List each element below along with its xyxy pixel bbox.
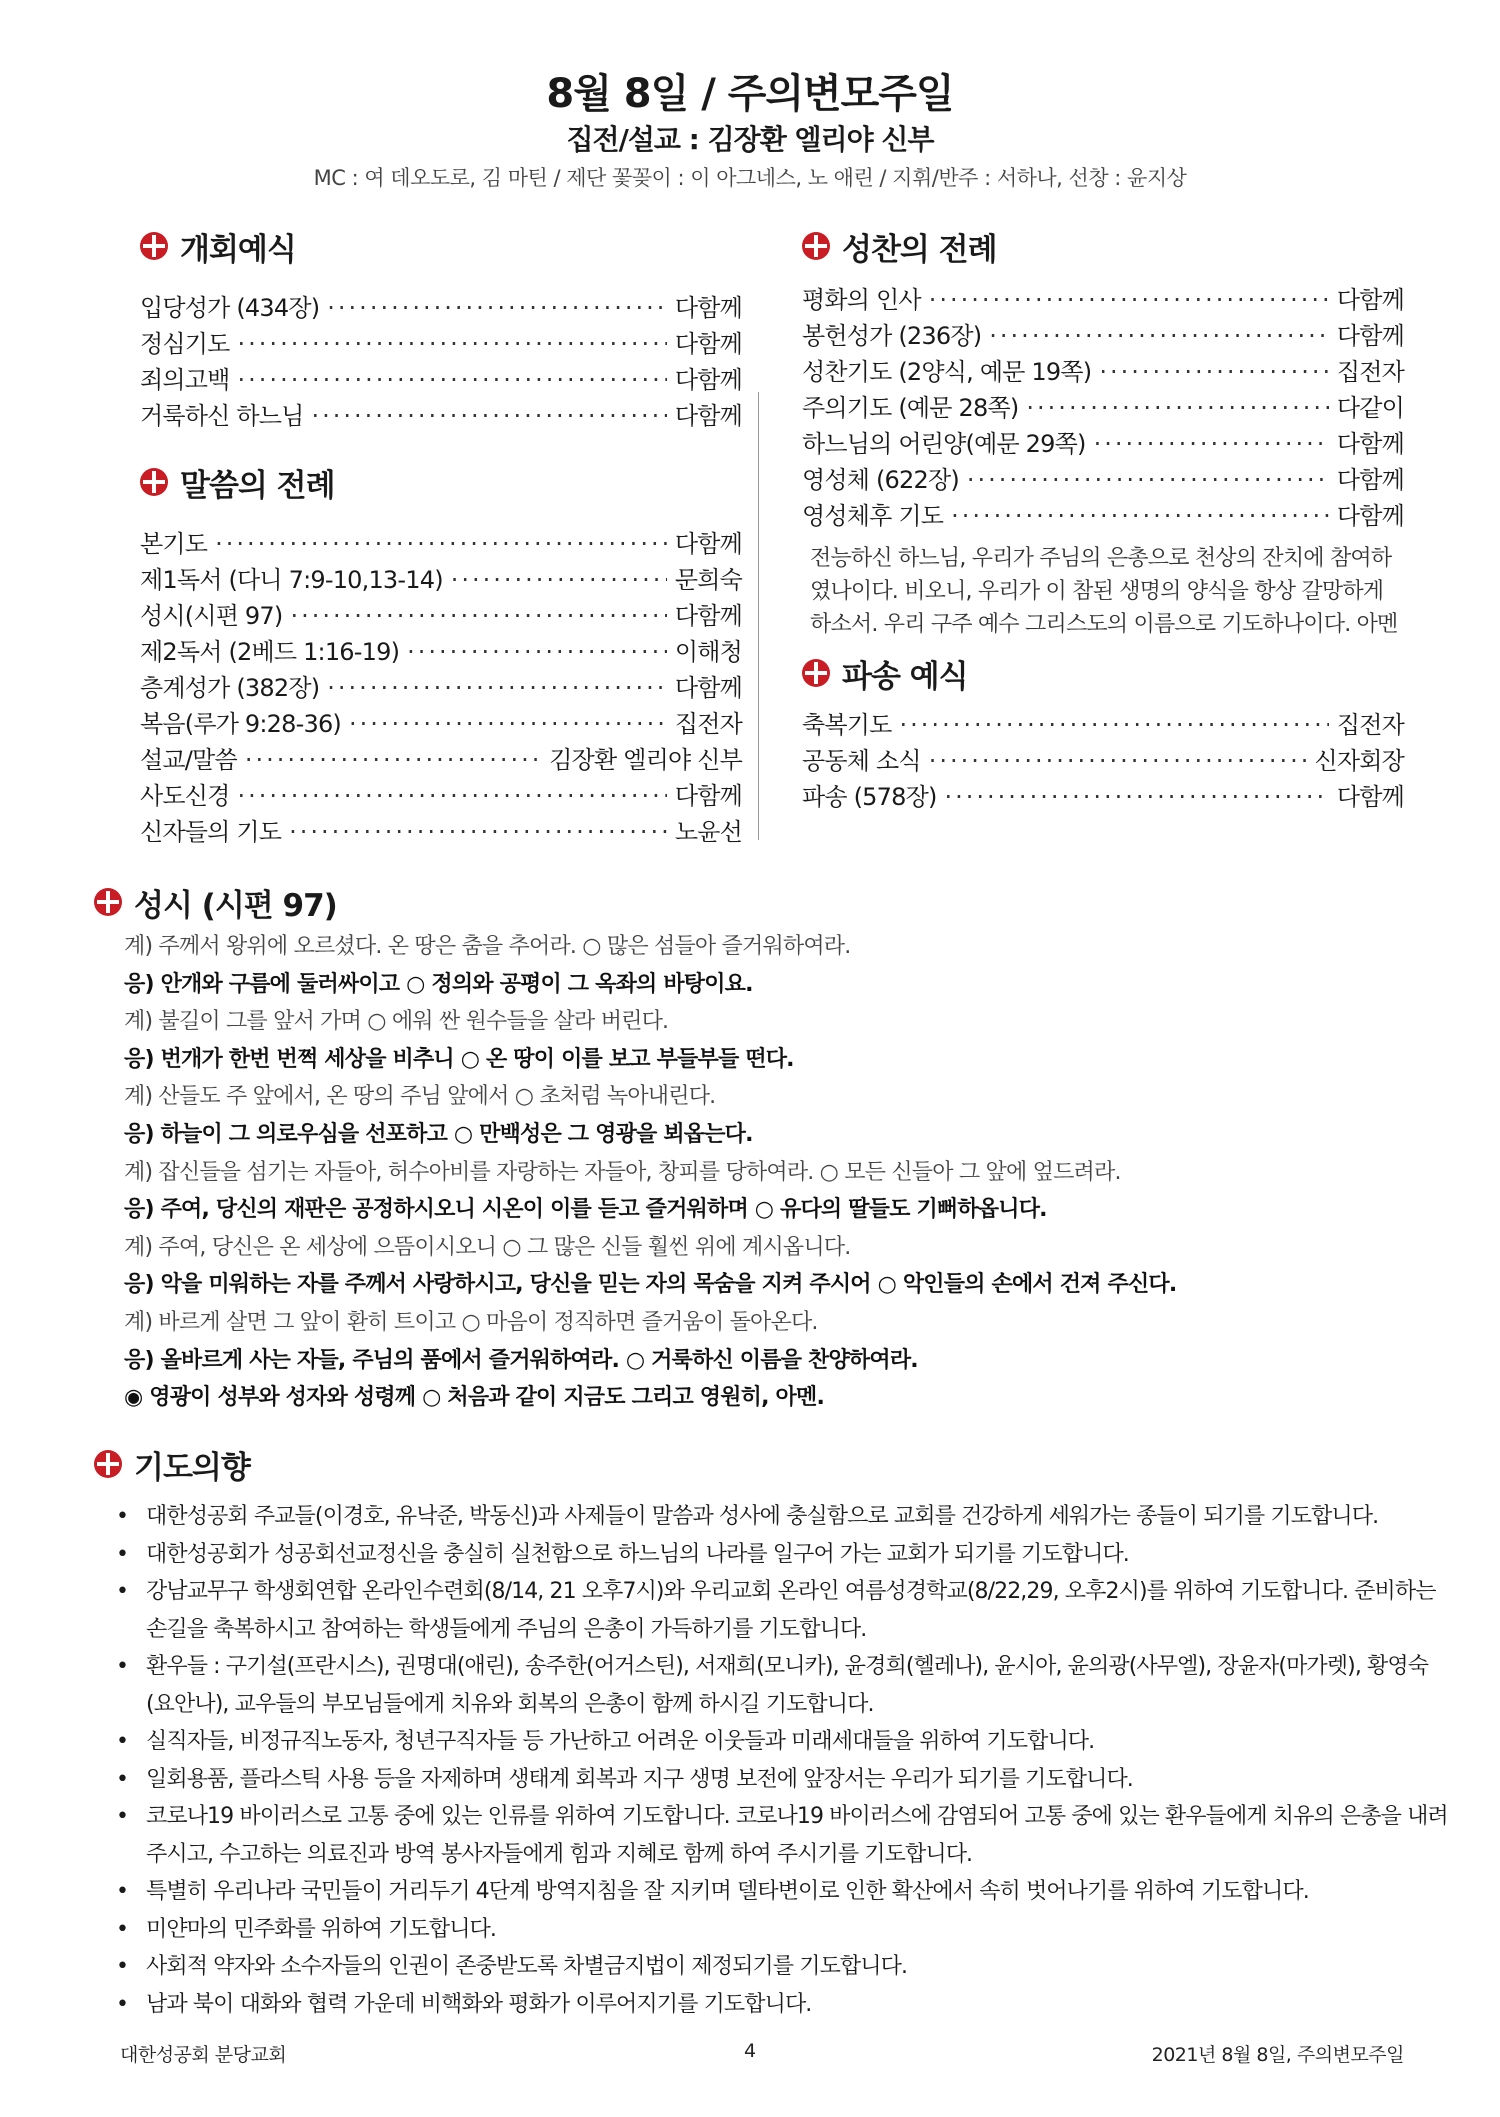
list-item: • 대한성공회 주교들(이경호, 유낙준, 박동신)과 사제들이 말씀과 성사에 충실함으로 교회를 건강하게 세워가는 종들이 되기를 기도합니다. xyxy=(94,1498,1454,1536)
psalm-verse: 계) 주여, 당신은 온 세상에 으뜸이시오니 ○ 그 많은 신들 훨씬 위에 계시옵니다. xyxy=(124,1234,851,1260)
psalm-verse: 계) 산들도 주 앞에서, 온 땅의 주님 앞에서 ○ 초처럼 녹아내린다. xyxy=(124,1084,716,1110)
cross-icon xyxy=(94,888,122,916)
list-item: • 대한성공회가 성공회선교정신을 충실히 실천함으로 하느님의 나라를 일구어 가는 교회가 되기를 기도합니다. xyxy=(94,1536,1454,1574)
prayer-intentions-section xyxy=(94,1438,1454,2023)
section-heading-word: 말씀의 전례 xyxy=(140,456,742,508)
list-item: • 특별히 우리나라 국민들이 거리두기 4단계 방역지침을 잘 지키며 델타변이로 인한 확산에서 속히 벗어나기를 위하여 기도합니다. xyxy=(94,1873,1454,1911)
list-item: • 사회적 약자와 소수자들의 인권이 존중받도록 차별금지법이 제정되기를 기도합니다. xyxy=(94,1948,1454,1986)
order-item: 설교/말씀 ····· 김장환 엘리야 신부 xyxy=(140,742,742,778)
right-column xyxy=(802,220,1404,815)
psalm-response: 응) 올바르게 사는 자들, 주님의 품에서 즐거워하여라. ○ 거룩하신 이름을 찬양하여라. xyxy=(124,1347,918,1373)
order-item: 복음(루가 9:28-36) ····· 집전자 xyxy=(140,706,742,742)
order-item: 영성체후 기도 ····· 다함께 xyxy=(802,498,1404,534)
psalm-section xyxy=(94,876,1434,1417)
order-item: 정심기도 ····· 다함께 xyxy=(140,326,742,362)
left-column xyxy=(140,220,742,850)
psalm-response: 응) 주여, 당신의 재판은 공정하시오니 시온이 이를 듣고 즐거워하며 ○ 유다의 딸들도 기뻐하옵니다. xyxy=(124,1197,1047,1223)
order-item: 사도신경 ····· 다함께 xyxy=(140,778,742,814)
psalm-response: 응) 번개가 한번 번쩍 세상을 비추니 ○ 온 땅이 이를 보고 부들부들 떤다. xyxy=(124,1046,794,1072)
psalm-response: 응) 악을 미워하는 자를 주께서 사랑하시고, 당신을 믿는 자의 목숨을 지켜 주시어 ○ 악인들의 손에서 건져 주신다. xyxy=(124,1272,1177,1298)
order-item: 하느님의 어린양(예문 29쪽) ····· 다함께 xyxy=(802,426,1404,462)
order-item: 거룩하신 하느님 ····· 다함께 xyxy=(140,398,742,434)
cross-icon xyxy=(140,468,168,496)
order-item: 축복기도 ····· 집전자 xyxy=(802,707,1404,743)
psalm-verse: 계) 잡신들을 섬기는 자들아, 허수아비를 자랑하는 자들아, 창피를 당하여라. ○ 모든 신들아 그 앞에 엎드려라. xyxy=(124,1159,1121,1185)
psalm-response: 응) 하늘이 그 의로우심을 선포하고 ○ 만백성은 그 영광을 뵈옵는다. xyxy=(124,1121,753,1147)
order-item: 성찬기도 (2양식, 예문 19쪽) ····· 집전자 xyxy=(802,354,1404,390)
celebrant-line: 집전/설교 : 김장환 엘리야 신부 xyxy=(566,123,934,156)
order-item: 본기도 ····· 다함께 xyxy=(140,526,742,562)
order-item: 봉헌성가 (236장) ····· 다함께 xyxy=(802,318,1404,354)
section-heading-psalm: 성시 (시편 97) xyxy=(94,876,1434,928)
order-item: 영성체 (622장) ····· 다함께 xyxy=(802,462,1404,498)
cross-icon xyxy=(802,232,830,260)
section-heading-eucharist: 성찬의 전례 xyxy=(802,220,1404,272)
order-item: 입당성가 (434장) ····· 다함께 xyxy=(140,290,742,326)
order-item: 공동체 소식 ····· 신자회장 xyxy=(802,743,1404,779)
order-item: 성시(시편 97) ····· 다함께 xyxy=(140,598,742,634)
list-item: • 강남교무구 학생회연합 온라인수련회(8/14, 21 오후7시)와 우리교회 온라인 여름성경학교(8/22,29, 오후2시)를 위하여 기도합니다. 준비하는 손길을 축복하시고 참여하는 학생들에게 주님의 은총이 가득하기를 기도합니다. xyxy=(94,1573,1454,1648)
order-item: 죄의고백 ····· 다함께 xyxy=(140,362,742,398)
section-heading-opening: 개회예식 xyxy=(140,220,742,272)
list-item: • 미얀마의 민주화를 위하여 기도합니다. xyxy=(94,1911,1454,1949)
psalm-verse: 계) 불길이 그를 앞서 가며 ○ 에워 싼 원수들을 살라 버린다. xyxy=(124,1009,669,1035)
psalm-verse: 계) 바르게 살면 그 앞이 환히 트이고 ○ 마음이 정직하면 즐거움이 돌아온다. xyxy=(124,1309,818,1335)
column-divider xyxy=(758,392,759,840)
intentions-list xyxy=(94,1498,1454,2023)
section-heading-dismissal: 파송 예식 xyxy=(802,647,1404,699)
page-title: 8월 8일 / 주의변모주일 xyxy=(546,71,954,117)
order-item: 층계성가 (382장) ····· 다함께 xyxy=(140,670,742,706)
footer-date: 2021년 8월 8일, 주의변모주일 xyxy=(1151,2044,1404,2066)
psalm-response: 응) 안개와 구름에 둘러싸이고 ○ 정의와 공평이 그 옥좌의 바탕이요. xyxy=(124,971,753,997)
psalm-gloria: ◉ 영광이 성부와 성자와 성령께 ○ 처음과 같이 지금도 그리고 영원히, 아멘. xyxy=(124,1385,825,1411)
footer-page-number: 4 xyxy=(744,2040,756,2062)
section-heading-intentions: 기도의향 xyxy=(94,1438,1454,1490)
ministers-line: MC : 여 데오도로, 김 마틴 / 제단 꽃꽂이 : 이 아그네스, 노 애린 / 지휘/반주 : 서하나, 선창 : 윤지상 xyxy=(313,166,1187,190)
order-item: 파송 (578장) ····· 다함께 xyxy=(802,779,1404,815)
psalm-verse: 계) 주께서 왕위에 오르셨다. 온 땅은 춤을 추어라. ○ 많은 섬들아 즐거워하여라. xyxy=(124,934,851,959)
list-item: • 코로나19 바이러스로 고통 중에 있는 인류를 위하여 기도합니다. 코로나19 바이러스에 감염되어 고통 중에 있는 환우들에게 치유의 은총을 내려주시고, 수고하는 의료진과 방역 봉사자들에게 힘과 지혜로 함께 하여 주시기를 기도합니다. xyxy=(94,1798,1454,1873)
order-item: 제1독서 (다니 7:9-10,13-14) ····· 문희숙 xyxy=(140,562,742,598)
list-item: • 남과 북이 대화와 협력 가운데 비핵화와 평화가 이루어지기를 기도합니다. xyxy=(94,1986,1454,2024)
order-item: 평화의 인사 ····· 다함께 xyxy=(802,282,1404,318)
cross-icon xyxy=(802,659,830,687)
post-communion-prayer: 전능하신 하느님, 우리가 주님의 은총으로 천상의 잔치에 참여하였나이다. 비오니, 우리가 이 참된 생명의 양식을 항상 갈망하게 하소서. 우리 구주 예수 그리스도의 이름으로 기도하나이다. 아멘 xyxy=(810,546,1398,637)
footer-church-name: 대한성공회 분당교회 xyxy=(120,2044,287,2066)
cross-icon xyxy=(94,1450,122,1478)
order-item: 신자들의 기도 ····· 노윤선 xyxy=(140,814,742,850)
cross-icon xyxy=(140,232,168,260)
list-item: • 환우들 : 구기설(프란시스), 권명대(애린), 송주한(어거스틴), 서재희(모니카), 윤경희(헬레나), 윤시아, 윤의광(사무엘), 장윤자(마가렛), 황영숙(요안나), 교우들의 부모님들에게 치유와 회복의 은총이 함께 하시길 기도합니다. xyxy=(94,1648,1454,1723)
order-item: 제2독서 (2베드 1:16-19) ····· 이해청 xyxy=(140,634,742,670)
list-item: • 실직자들, 비정규직노동자, 청년구직자들 등 가난하고 어려운 이웃들과 미래세대들을 위하여 기도합니다. xyxy=(94,1723,1454,1761)
list-item: • 일회용품, 플라스틱 사용 등을 자제하며 생태계 회복과 지구 생명 보전에 앞장서는 우리가 되기를 기도합니다. xyxy=(94,1761,1454,1799)
order-item: 주의기도 (예문 28쪽) ····· 다같이 xyxy=(802,390,1404,426)
